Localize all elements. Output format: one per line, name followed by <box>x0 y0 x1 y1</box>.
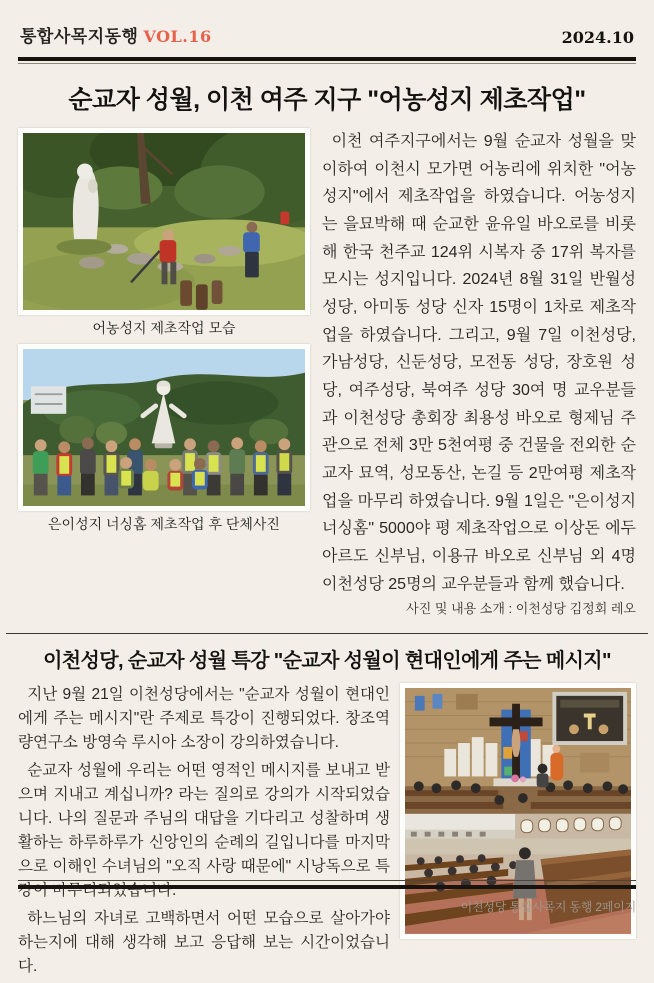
article2-body-column <box>18 683 390 983</box>
photo-group-frame <box>18 344 310 511</box>
article1-columns <box>18 128 636 621</box>
group-photo-image <box>23 349 305 506</box>
church-altar-image <box>405 688 631 814</box>
footer-rule <box>18 880 636 889</box>
weeding-scene-image <box>23 133 305 310</box>
article2-paragraph-1: 지난 9월 21일 이천성당에서는 "순교자 성월이 현대인에게 주는 메시지"란 주제로 특강이 진행되었다. 창조역량연구소 방영숙 루시아 소장이 강의하였습니다. <box>18 685 390 751</box>
article2-title: 이천성당, 순교자 성월 특강 "순교자 성월이 현대인에게 주는 메시지" <box>43 649 611 672</box>
church-congregation-image <box>405 814 631 934</box>
article2-paragraph-3: 하느님의 자녀로 고백하면서 어떤 모습으로 살아가야하는지에 대해 생각해 보고 응답해 보는 시간이었습니다. <box>18 910 390 976</box>
article2-columns <box>18 683 636 983</box>
article1-credit: 사진 및 내용 소개 : 이천성당 김정회 레오 <box>406 601 636 617</box>
brand-title: 통합사목지동행 <box>20 27 139 46</box>
photo-weeding-frame <box>18 128 310 315</box>
page-footer <box>18 880 636 915</box>
article-lecture <box>18 644 636 983</box>
article2-paragraph-2: 순교자 성월에 우리는 어떤 영적인 메시지를 보내고 받으며 지내고 계십니까? 라는 질의로 강의가 시작되었습니다. 나의 질문과 주님의 대답을 기다리고 성찰하며 생활하는 하루하루가 신앙인의 순례의 길입니다를 마지막으로 이해인 수녀님의 "오직 사랑 때문에" 시낭독으로 특강이 마무리되었습니다. <box>18 761 390 900</box>
volume-label: VOL.16 <box>143 27 212 46</box>
article1-body-text: 이천 여주지구에서는 9월 순교자 성월을 맞이하여 이천시 모가면 어농리에 위치한 "어농성지"에서 제초작업을 하였습니다. 어농성지는 을묘박해 때 순교한 윤유일 바오로를 비롯해 한국 천주교 124위 시복자 중 17위 복자를 모시는 성지입니다. 2024년 8월 31일 반월성 성당, 아미동 성당 신자 15명이 1차로 제초작업을 하였습니다. 그리고, 9월 7일 이천성당, 가남성당, 신둔성당, 모전동 성당, 장호원 성당, 여주성당, 북여주 성당 30여 명 교우분들과 이천성당 총회장 최용성 바오로 형제님 주관으로 전체 3만 5천여평 중 건물을 전외한 순교자 묘역, 성모동산, 논길 등 2만여평 제초작업을 마무리 하였습니다. 9월 1일은 "은이성지 너싱홈" 5000야 평 제초작업으로 이상돈 에두아르도 신부님, 이용규 바오로 신부님 외 4명 이천성당 25명의 교우분들과 함께 했습니다. <box>322 133 636 593</box>
photo-group-caption: 은이성지 너싱홈 제초작업 후 단체사진 <box>48 516 280 533</box>
article1-photo-column <box>18 128 310 621</box>
page-number-label: 이천성당 통합사목지 동행 2페이지 <box>460 900 636 914</box>
photo-weeding-caption: 어농성지 제초작업 모습 <box>92 319 236 336</box>
masthead-rule <box>18 57 636 64</box>
article1-title: 순교자 성월, 이천 여주 지구 "어농성지 제초작업" <box>68 86 586 114</box>
masthead <box>18 18 636 47</box>
section-divider-rule <box>6 633 648 634</box>
article-weeding <box>18 80 636 621</box>
issue-date: 2024.10 <box>561 28 634 47</box>
article1-body-column <box>322 128 636 621</box>
photo-weeding <box>18 128 310 338</box>
photo-group <box>18 344 310 534</box>
newsletter-brand <box>20 22 212 47</box>
